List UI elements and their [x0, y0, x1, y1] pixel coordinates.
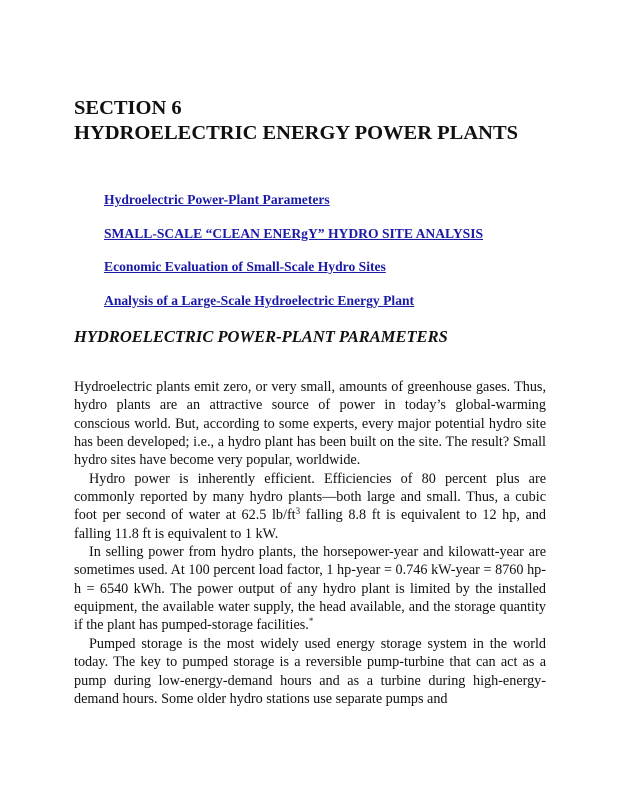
- paragraph-4: Pumped storage is the most widely used energy storage system in the world today. The key to pumped storage is a reversible pump-turbine that can act as a pump during low-energy-demand hours and as a turbine during high-energy-demand hours. Some older hydro stations use separate pumps and: [74, 635, 546, 707]
- toc-item: [104, 224, 554, 258]
- body-text: [74, 378, 546, 708]
- section-number: SECTION 6: [74, 97, 182, 119]
- subsection-heading: HYDROELECTRIC POWER-PLANT PARAMETERS: [74, 327, 448, 346]
- paragraph-3: [74, 543, 546, 635]
- toc-item: [104, 257, 554, 291]
- toc-item: [104, 291, 554, 325]
- toc-link-economic-evaluation[interactable]: Economic Evaluation of Small-Scale Hydro Sites: [104, 259, 386, 274]
- paragraph-2: [74, 470, 546, 543]
- paragraph-2-text-a: Hydro power is inherently efficient. Efficiencies of 80 percent plus are commonly reported by many hydro plants—both large and small. Thus, a cubic foot per second of water at 62.5 lb/ft: [74, 470, 546, 524]
- paragraph-2-text-b: falling 8.8 ft is equivalent to 12 hp, and falling 11.8 ft is equivalent to 1 kW.: [74, 507, 547, 542]
- toc-link-large-scale-analysis[interactable]: Analysis of a Large-Scale Hydroelectric Energy Plant: [104, 292, 415, 308]
- table-of-contents: [104, 190, 554, 324]
- paragraph-3-text: In selling power from hydro plants, the horsepower-year and kilowatt-year are sometimes used. At 100 percent load factor, 1 hp-year = 0.746 kW-year = 8760 hp-h = 6540 kWh. The power output of any hydro plant is limited by the installed equipment, the available water supply, the head available, and the storage quantity if the plant has pumped-storage facilities.: [74, 544, 546, 634]
- paragraph-1: Hydroelectric plants emit zero, or very small, amounts of greenhouse gases. Thus, hydro plants are an attractive source of power in today’s global-warming conscious world. But, according to some experts, every major potential hydro site has been developed; i.e., a hydro plant has been built on the site. The result? Small hydro sites have become very popular, worldwide.: [74, 379, 546, 469]
- section-title: HYDROELECTRIC ENERGY POWER PLANTS: [74, 122, 519, 144]
- toc-item: [104, 190, 554, 224]
- superscript-exponent: 3: [295, 506, 301, 517]
- toc-link-power-plant-parameters[interactable]: Hydroelectric Power-Plant Parameters: [104, 192, 330, 207]
- toc-link-small-scale-site-analysis[interactable]: SMALL-SCALE “CLEAN ENERgY” HYDRO SITE ANALYSIS: [104, 225, 484, 241]
- section-heading: [74, 96, 554, 146]
- footnote-marker[interactable]: *: [308, 616, 314, 627]
